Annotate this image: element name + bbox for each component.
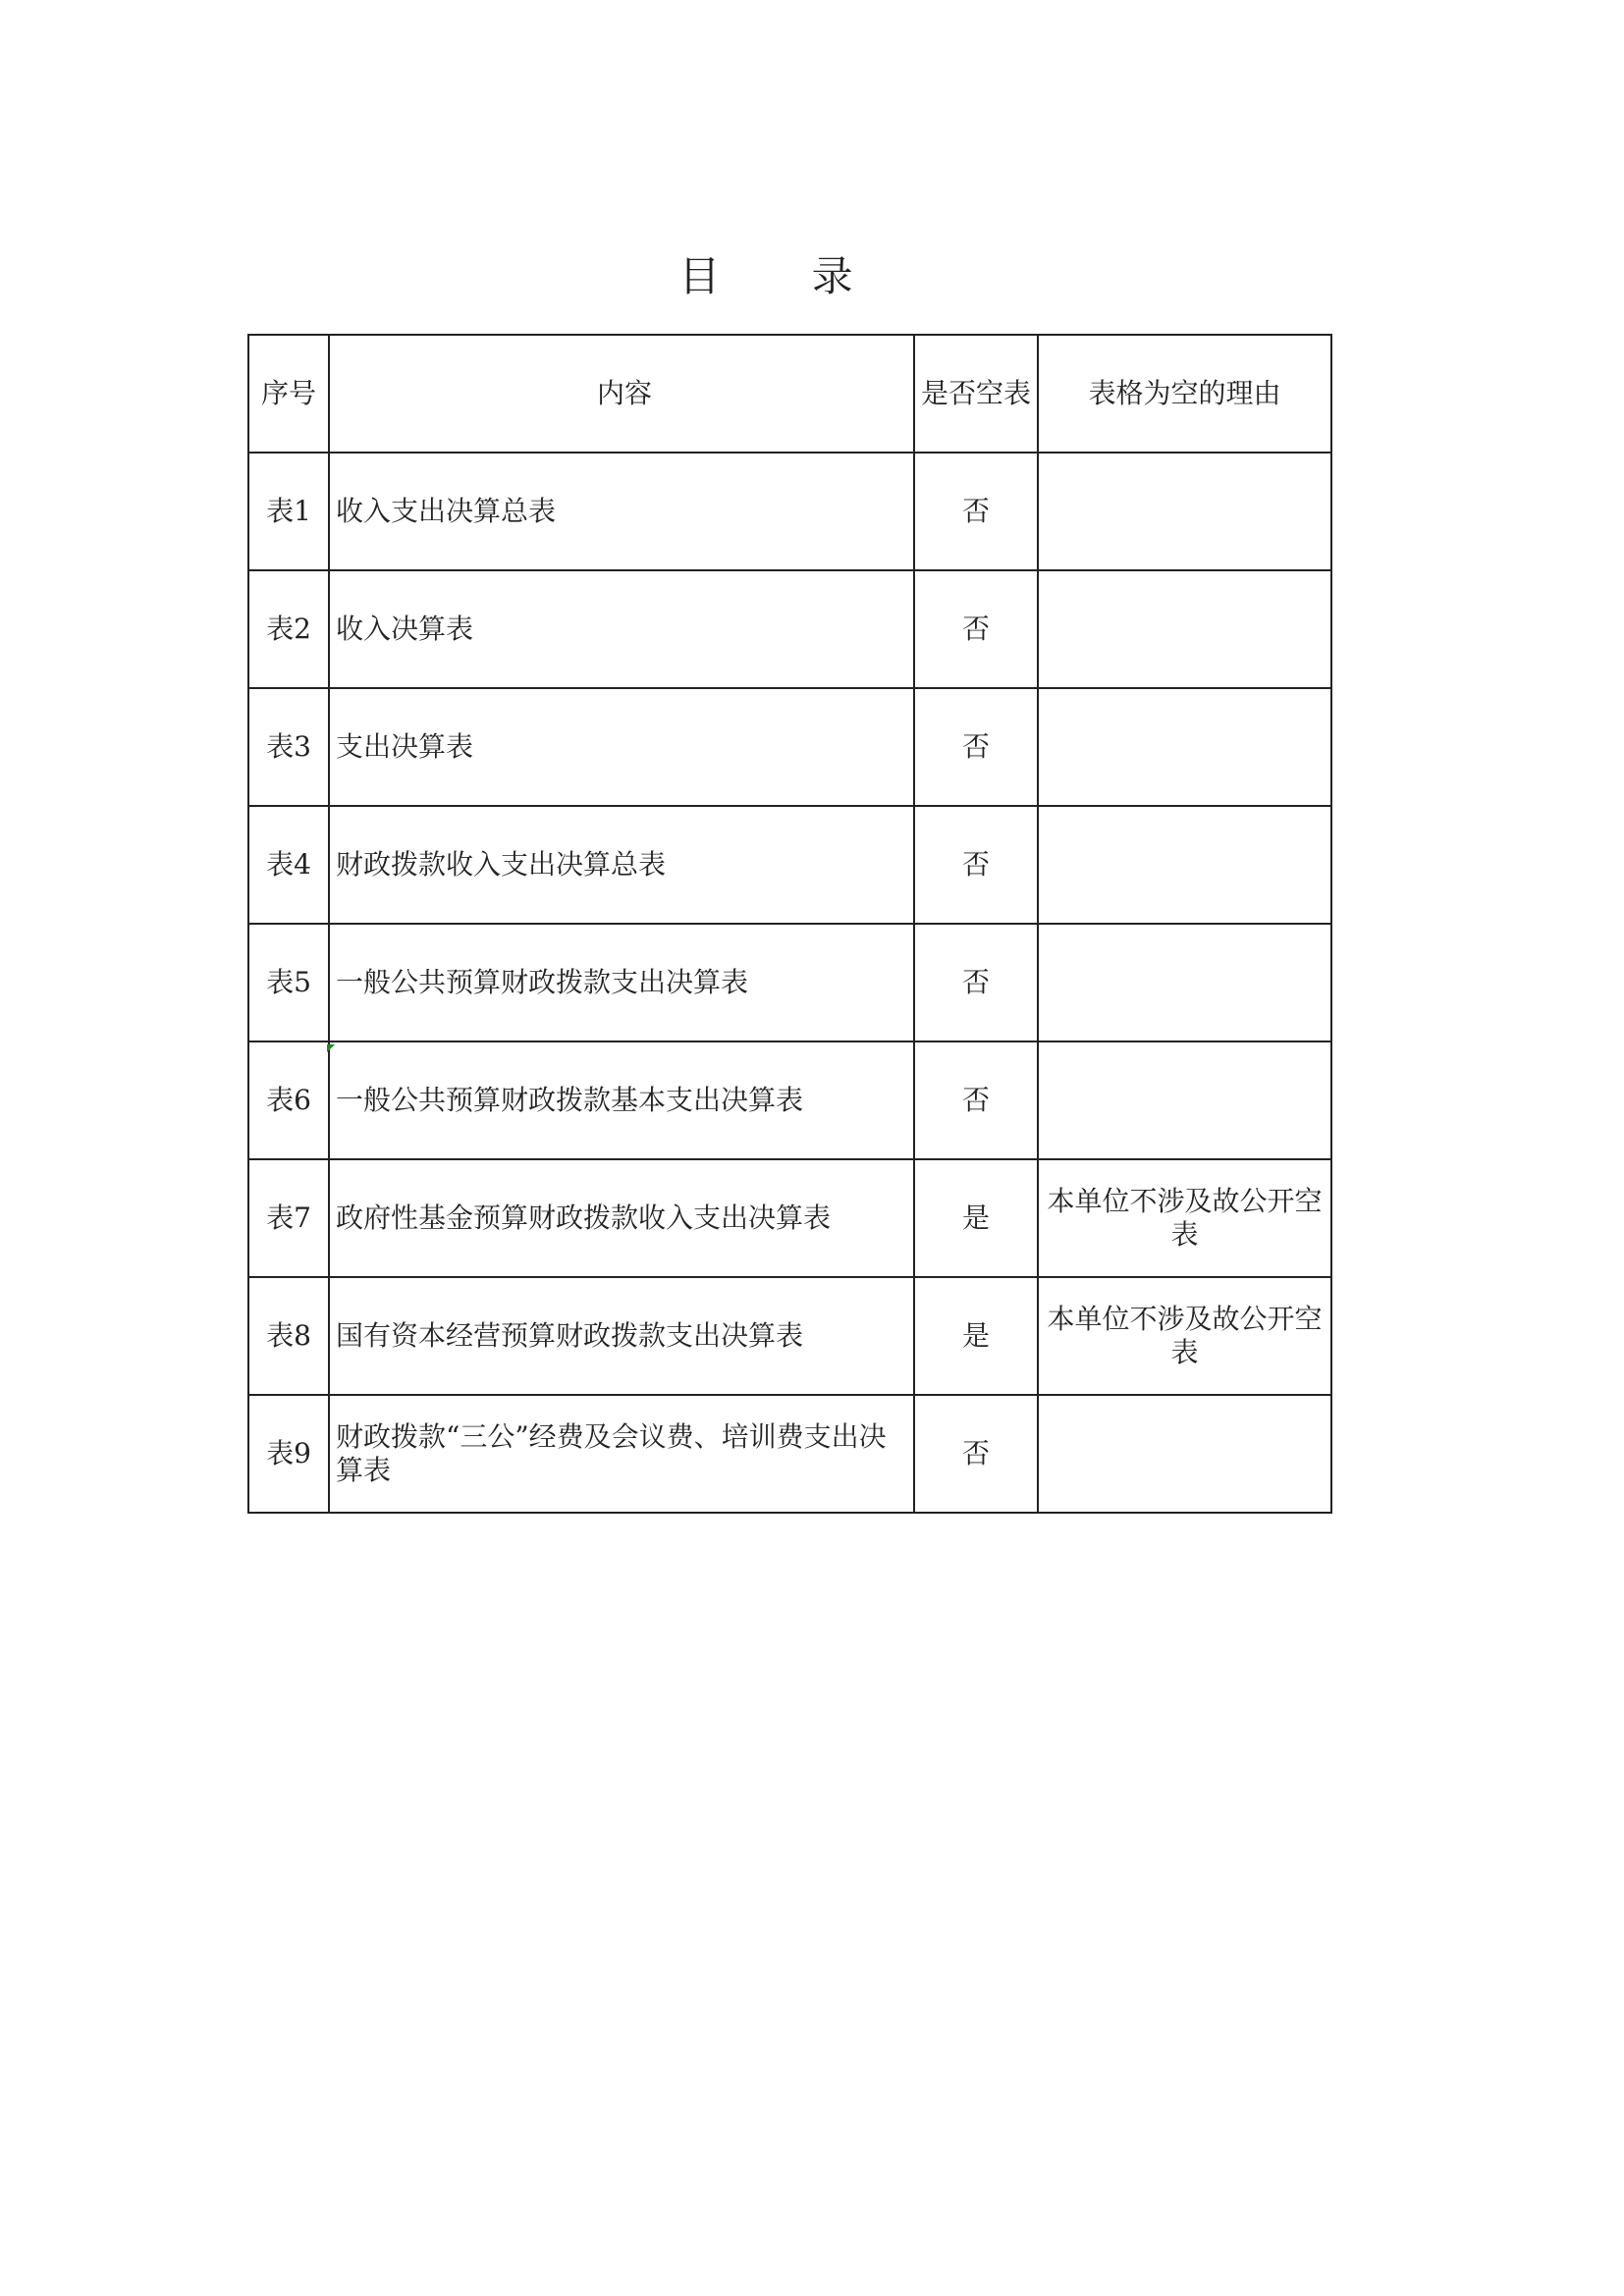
table-row: [248, 924, 1331, 1041]
row-content: 财政拨款“三公”经费及会议费、培训费支出决算表: [329, 1395, 914, 1513]
table-row: [248, 1395, 1331, 1513]
table-row: [248, 806, 1331, 924]
row-reason: 本单位不涉及故公开空表: [1038, 1277, 1331, 1395]
row-reason: [1038, 924, 1331, 1041]
table-row: [248, 570, 1331, 688]
row-no: 表8: [248, 1277, 329, 1395]
page-title: 目 录: [678, 252, 893, 300]
row-is-empty: 是: [914, 1159, 1038, 1277]
row-no: 表6: [248, 1041, 329, 1159]
row-is-empty: 否: [914, 1041, 1038, 1159]
row-content: 财政拨款收入支出决算总表: [329, 806, 914, 924]
row-no: 表9: [248, 1395, 329, 1513]
row-is-empty: 否: [914, 1395, 1038, 1513]
row-is-empty: 否: [914, 806, 1038, 924]
row-reason: [1038, 453, 1331, 570]
table-row: [248, 688, 1331, 806]
row-content: 支出决算表: [329, 688, 914, 806]
row-reason: [1038, 806, 1331, 924]
row-no: 表5: [248, 924, 329, 1041]
row-is-empty: 否: [914, 570, 1038, 688]
table-row: [248, 1041, 1331, 1159]
toc-table: [247, 334, 1332, 1514]
row-no: 表2: [248, 570, 329, 688]
row-no: 表4: [248, 806, 329, 924]
row-no: 表7: [248, 1159, 329, 1277]
row-content: 一般公共预算财政拨款基本支出决算表: [329, 1041, 914, 1159]
header-is-empty: 是否空表: [914, 335, 1038, 453]
row-reason: 本单位不涉及故公开空表: [1038, 1159, 1331, 1277]
row-is-empty: 否: [914, 453, 1038, 570]
row-no: 表1: [248, 453, 329, 570]
row-content: 政府性基金预算财政拨款收入支出决算表: [329, 1159, 914, 1277]
row-reason: [1038, 1395, 1331, 1513]
header-content: 内容: [329, 335, 914, 453]
row-no: 表3: [248, 688, 329, 806]
row-is-empty: 否: [914, 688, 1038, 806]
cell-comment-marker-icon: [327, 1044, 335, 1052]
row-is-empty: 是: [914, 1277, 1038, 1395]
row-content: 收入支出决算总表: [329, 453, 914, 570]
table-row: [248, 1159, 1331, 1277]
header-reason: 表格为空的理由: [1038, 335, 1331, 453]
header-no: 序号: [248, 335, 329, 453]
table-header-row: [248, 335, 1331, 453]
table-row: [248, 453, 1331, 570]
row-reason: [1038, 688, 1331, 806]
row-content: 国有资本经营预算财政拨款支出决算表: [329, 1277, 914, 1395]
table-row: [248, 1277, 1331, 1395]
row-reason: [1038, 1041, 1331, 1159]
row-is-empty: 否: [914, 924, 1038, 1041]
row-content: 一般公共预算财政拨款支出决算表: [329, 924, 914, 1041]
row-reason: [1038, 570, 1331, 688]
row-content: 收入决算表: [329, 570, 914, 688]
